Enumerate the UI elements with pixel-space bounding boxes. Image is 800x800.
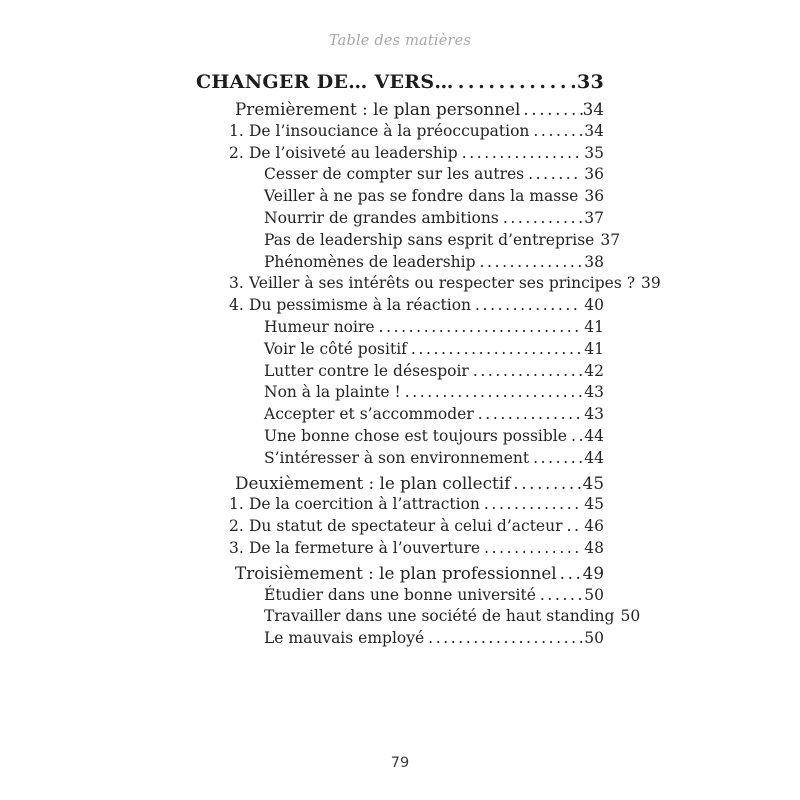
toc-entry-label: Étudier dans une bonne université <box>264 585 536 604</box>
toc-chapter-title <box>196 68 604 96</box>
toc-entry-page: 41 <box>584 339 604 358</box>
toc-entry <box>196 99 604 121</box>
toc-entry-label: De l’oisiveté au leadership <box>249 143 458 162</box>
dot-leader <box>571 426 582 448</box>
toc-entry-number: 3. <box>229 538 244 557</box>
toc-entry <box>196 585 604 607</box>
dot-leader <box>458 68 575 96</box>
toc-entry-page: 35 <box>584 143 604 162</box>
dot-leader <box>428 628 582 650</box>
toc-entry-label: Deuxièmement : le plan collectif <box>235 472 511 493</box>
toc-entry-page: 43 <box>584 405 604 424</box>
running-header: Table des matières <box>328 33 472 49</box>
toc-entry-page: 40 <box>584 296 604 315</box>
dot-leader <box>523 99 582 121</box>
toc-entry-label: Le mauvais employé <box>264 629 425 648</box>
toc-entry <box>196 473 604 495</box>
toc-entry-page: 34 <box>582 99 604 119</box>
toc-entry-page: 34 <box>584 121 604 140</box>
toc-entry-label: Premièrement : le plan personnel <box>235 99 521 119</box>
toc-entry <box>196 186 604 208</box>
toc-entry <box>196 404 604 426</box>
toc-entry <box>196 295 604 317</box>
toc-entry <box>196 382 604 404</box>
toc-entry <box>196 606 641 628</box>
dot-leader <box>484 494 582 516</box>
page-number-footer: 79 <box>390 755 410 771</box>
toc-entry <box>196 143 604 165</box>
toc-entry-page: 50 <box>584 585 604 604</box>
toc-entry-page: 44 <box>584 426 604 445</box>
toc-entry-number: 3. <box>229 274 244 293</box>
toc-entry-page: 45 <box>582 472 604 493</box>
toc-entry-page: 43 <box>584 383 604 402</box>
toc-entry-number: 2. <box>229 517 244 536</box>
toc-entry-label: Troisièmement : le plan professionnel <box>235 562 557 583</box>
toc-entry <box>196 121 604 143</box>
toc-entry-label: CHANGER DE… VERS… <box>196 71 454 93</box>
toc-entry-label: Cesser de compter sur les autres <box>264 165 525 184</box>
dot-leader <box>411 339 582 361</box>
toc-entry-page: 46 <box>584 517 604 536</box>
toc-entry-label: Veiller à ses intérêts ou respecter ses principes ? <box>249 274 636 293</box>
toc-entry <box>196 339 604 361</box>
dot-leader <box>478 404 583 426</box>
dot-leader <box>540 585 582 607</box>
toc-entry-label: Du pessimisme à la réaction <box>249 296 472 315</box>
toc-entry-label: De la coercition à l’attraction <box>249 495 480 514</box>
dot-leader <box>528 164 582 186</box>
toc-entry <box>196 273 661 295</box>
toc-entry-label: Humeur noire <box>264 317 375 336</box>
dot-leader <box>560 563 583 585</box>
dot-leader <box>405 382 583 404</box>
dot-leader <box>566 516 582 538</box>
toc-entry <box>196 208 604 230</box>
toc-entry-page: 37 <box>600 230 621 249</box>
dot-leader <box>533 448 582 470</box>
toc-entry-label: S’intéresser à son environnement <box>264 448 530 467</box>
toc-entry <box>196 361 604 383</box>
toc-entry <box>196 563 604 585</box>
toc-entry-label: De la fermeture à l’ouverture <box>249 538 481 557</box>
toc-entry-page: 42 <box>584 361 604 380</box>
toc-entry <box>196 494 604 516</box>
toc-entry-label: Accepter et s’accommoder <box>264 405 474 424</box>
toc-entry <box>196 628 604 650</box>
toc-entry <box>196 448 604 470</box>
toc-entry-page: 41 <box>584 317 604 336</box>
dot-leader <box>462 143 583 165</box>
toc-entry-label: Du statut de spectateur à celui d’acteur <box>249 517 563 536</box>
toc-entry-label: Voir le côté positif <box>264 339 407 358</box>
toc-entry-label: Lutter contre le désespoir <box>264 361 469 380</box>
toc-entry-label: De l’insouciance à la préoccupation <box>249 121 530 140</box>
dot-leader <box>480 252 583 274</box>
toc-entry <box>196 538 604 560</box>
dot-leader <box>379 317 583 339</box>
toc-entry-page: 36 <box>584 187 605 206</box>
toc-entry-number: 4. <box>229 296 244 315</box>
toc-entry-page: 37 <box>584 208 604 227</box>
toc-entry-number: 1. <box>229 495 244 514</box>
toc-entry-page: 48 <box>584 538 604 557</box>
toc-entry-label: Pas de leadership sans esprit d’entreprise <box>264 230 595 249</box>
toc-entry <box>196 164 604 186</box>
toc-entry-label: Une bonne chose est toujours possible <box>264 426 567 445</box>
toc-entry-page: 45 <box>584 495 604 514</box>
toc-entry-label: Travailler dans une société de haut standing <box>264 607 615 626</box>
toc-entry <box>196 516 604 538</box>
toc-entry-page: 33 <box>576 71 604 93</box>
dot-leader <box>513 473 582 495</box>
dot-leader <box>473 361 582 383</box>
dot-leader <box>503 208 582 230</box>
toc-entry <box>196 317 604 339</box>
toc-entry-page: 36 <box>584 165 604 184</box>
toc-entry <box>196 426 604 448</box>
toc-entry-page: 49 <box>582 562 604 583</box>
toc-entry-label: Nourrir de grandes ambitions <box>264 208 499 227</box>
toc-entry-page: 50 <box>584 629 604 648</box>
toc-entry-page: 38 <box>584 252 604 271</box>
toc-entry-page: 39 <box>641 274 661 293</box>
table-of-contents <box>196 68 661 650</box>
toc-entry-page: 44 <box>584 448 604 467</box>
toc-entry-label: Phénomènes de leadership <box>264 252 476 271</box>
toc-entry-number: 2. <box>229 143 244 162</box>
toc-entry <box>196 230 621 252</box>
toc-entry-label: Non à la plainte ! <box>264 383 401 402</box>
dot-leader <box>475 295 582 317</box>
dot-leader <box>533 121 582 143</box>
toc-entry-label: Veiller à ne pas se fondre dans la masse <box>264 187 579 206</box>
toc-entry-number: 1. <box>229 121 244 140</box>
toc-entry <box>196 252 604 274</box>
toc-entry-page: 50 <box>620 607 641 626</box>
dot-leader <box>484 538 582 560</box>
